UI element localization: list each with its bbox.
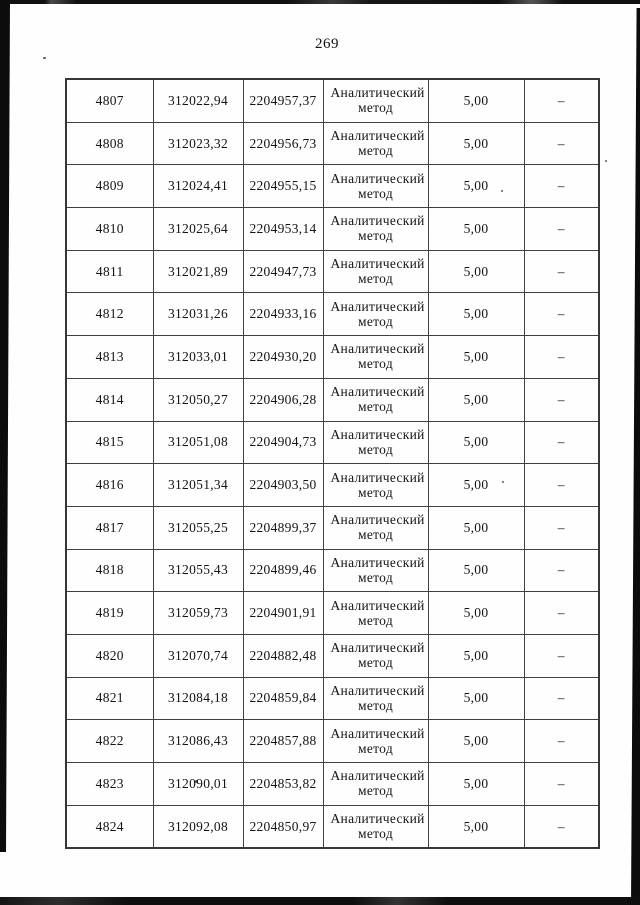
method-label: Аналитический метод	[330, 682, 425, 713]
coordinate-y-cell: 2204899,46	[243, 549, 323, 592]
point-id-cell: 4807	[66, 79, 153, 122]
note-cell: –	[524, 549, 599, 592]
method-cell	[323, 421, 428, 464]
scan-edge-right	[631, 8, 640, 905]
table-row	[66, 378, 599, 421]
point-id-cell: 4824	[66, 805, 153, 848]
note-cell: –	[524, 506, 599, 549]
method-cell	[323, 549, 428, 592]
method-label: Аналитический метод	[330, 426, 425, 457]
table-row	[66, 506, 599, 549]
note-cell: –	[524, 336, 599, 379]
method-label: Аналитический метод	[330, 213, 425, 244]
method-label: Аналитический метод	[330, 554, 425, 585]
table-row	[66, 763, 599, 806]
method-label: Аналитический метод	[330, 341, 425, 372]
coordinate-x-cell: 312090,01	[153, 763, 243, 806]
note-cell: –	[524, 763, 599, 806]
method-cell	[323, 763, 428, 806]
table-row	[66, 720, 599, 763]
point-id-cell: 4815	[66, 421, 153, 464]
method-cell	[323, 293, 428, 336]
method-cell	[323, 805, 428, 848]
accuracy-cell: 5,00	[428, 79, 524, 122]
method-label: Аналитический метод	[330, 256, 425, 287]
coordinate-x-cell: 312055,25	[153, 506, 243, 549]
scan-speck	[605, 160, 607, 162]
accuracy-cell: 5,00	[428, 250, 524, 293]
method-cell	[323, 464, 428, 507]
method-cell	[323, 208, 428, 251]
table-row	[66, 464, 599, 507]
note-cell: –	[524, 250, 599, 293]
method-label: Аналитический метод	[330, 85, 425, 116]
accuracy-cell: 5,00	[428, 293, 524, 336]
coordinate-y-cell: 2204955,15	[243, 165, 323, 208]
coordinates-table-body	[66, 79, 599, 848]
accuracy-cell: 5,00	[428, 165, 524, 208]
note-cell: –	[524, 634, 599, 677]
coordinate-y-cell: 2204899,37	[243, 506, 323, 549]
note-cell: –	[524, 805, 599, 848]
point-id-cell: 4823	[66, 763, 153, 806]
coordinate-x-cell: 312070,74	[153, 634, 243, 677]
coordinate-y-cell: 2204956,73	[243, 122, 323, 165]
coordinate-x-cell: 312051,08	[153, 421, 243, 464]
method-label: Аналитический метод	[330, 128, 425, 159]
note-cell: –	[524, 165, 599, 208]
method-label: Аналитический метод	[330, 384, 425, 415]
table-row	[66, 293, 599, 336]
coordinate-x-cell: 312023,32	[153, 122, 243, 165]
method-label: Аналитический метод	[330, 512, 425, 543]
coordinate-x-cell: 312086,43	[153, 720, 243, 763]
coordinate-y-cell: 2204947,73	[243, 250, 323, 293]
table-row	[66, 677, 599, 720]
method-cell	[323, 378, 428, 421]
coordinate-y-cell: 2204857,88	[243, 720, 323, 763]
scan-speck	[43, 57, 46, 59]
coordinate-y-cell: 2204906,28	[243, 378, 323, 421]
accuracy-cell: 5,00	[428, 592, 524, 635]
point-id-cell: 4817	[66, 506, 153, 549]
table-row	[66, 122, 599, 165]
accuracy-cell: 5,00	[428, 549, 524, 592]
coordinate-y-cell: 2204901,91	[243, 592, 323, 635]
method-cell	[323, 720, 428, 763]
note-cell: –	[524, 79, 599, 122]
scan-edge-top	[0, 0, 640, 4]
coordinate-x-cell: 312033,01	[153, 336, 243, 379]
method-cell	[323, 506, 428, 549]
table-row	[66, 208, 599, 251]
point-id-cell: 4813	[66, 336, 153, 379]
coordinate-y-cell: 2204853,82	[243, 763, 323, 806]
coordinate-x-cell: 312092,08	[153, 805, 243, 848]
method-label: Аналитический метод	[330, 640, 425, 671]
table-row	[66, 592, 599, 635]
coordinate-y-cell: 2204859,84	[243, 677, 323, 720]
method-label: Аналитический метод	[330, 597, 425, 628]
method-label: Аналитический метод	[330, 298, 425, 329]
table-row	[66, 79, 599, 122]
coordinate-x-cell: 312022,94	[153, 79, 243, 122]
coordinate-y-cell: 2204933,16	[243, 293, 323, 336]
coordinate-y-cell: 2204903,50	[243, 464, 323, 507]
page-number: 269	[315, 36, 339, 52]
note-cell: –	[524, 677, 599, 720]
accuracy-cell: 5,00	[428, 720, 524, 763]
point-id-cell: 4808	[66, 122, 153, 165]
accuracy-cell: 5,00	[428, 677, 524, 720]
note-cell: –	[524, 293, 599, 336]
coordinate-y-cell: 2204930,20	[243, 336, 323, 379]
point-id-cell: 4816	[66, 464, 153, 507]
point-id-cell: 4820	[66, 634, 153, 677]
coordinate-x-cell: 312050,27	[153, 378, 243, 421]
table-row	[66, 634, 599, 677]
coordinate-x-cell: 312025,64	[153, 208, 243, 251]
point-id-cell: 4821	[66, 677, 153, 720]
coordinate-x-cell: 312051,34	[153, 464, 243, 507]
table-row	[66, 336, 599, 379]
accuracy-cell: 5,00	[428, 763, 524, 806]
coordinate-y-cell: 2204904,73	[243, 421, 323, 464]
note-cell: –	[524, 464, 599, 507]
table-row	[66, 250, 599, 293]
coordinate-x-cell: 312059,73	[153, 592, 243, 635]
coordinate-x-cell: 312021,89	[153, 250, 243, 293]
point-id-cell: 4812	[66, 293, 153, 336]
method-label: Аналитический метод	[330, 170, 425, 201]
coordinate-y-cell: 2204850,97	[243, 805, 323, 848]
method-label: Аналитический метод	[330, 768, 425, 799]
note-cell: –	[524, 208, 599, 251]
accuracy-cell: 5,00	[428, 122, 524, 165]
coordinate-x-cell: 312031,26	[153, 293, 243, 336]
scan-edge-left	[0, 0, 10, 852]
coordinate-y-cell: 2204953,14	[243, 208, 323, 251]
note-cell: –	[524, 122, 599, 165]
point-id-cell: 4822	[66, 720, 153, 763]
note-cell: –	[524, 720, 599, 763]
accuracy-cell: 5,00	[428, 634, 524, 677]
point-id-cell: 4810	[66, 208, 153, 251]
coordinate-x-cell: 312024,41	[153, 165, 243, 208]
method-cell	[323, 634, 428, 677]
accuracy-cell: 5,00	[428, 208, 524, 251]
method-cell	[323, 677, 428, 720]
note-cell: –	[524, 378, 599, 421]
method-label: Аналитический метод	[330, 469, 425, 500]
note-cell: –	[524, 592, 599, 635]
method-cell	[323, 592, 428, 635]
accuracy-cell: 5,00	[428, 805, 524, 848]
method-label: Аналитический метод	[330, 811, 425, 842]
note-cell: –	[524, 421, 599, 464]
point-id-cell: 4818	[66, 549, 153, 592]
method-cell	[323, 122, 428, 165]
accuracy-cell: 5,00	[428, 464, 524, 507]
coordinate-y-cell: 2204957,37	[243, 79, 323, 122]
method-label: Аналитический метод	[330, 725, 425, 756]
point-id-cell: 4819	[66, 592, 153, 635]
table-row	[66, 421, 599, 464]
table-row	[66, 805, 599, 848]
table-row	[66, 549, 599, 592]
point-id-cell: 4811	[66, 250, 153, 293]
coordinate-x-cell: 312084,18	[153, 677, 243, 720]
coordinate-y-cell: 2204882,48	[243, 634, 323, 677]
method-cell	[323, 165, 428, 208]
method-cell	[323, 250, 428, 293]
scan-edge-bottom	[0, 897, 640, 905]
point-id-cell: 4814	[66, 378, 153, 421]
method-cell	[323, 336, 428, 379]
accuracy-cell: 5,00	[428, 421, 524, 464]
table-row	[66, 165, 599, 208]
coordinates-table	[65, 78, 600, 849]
point-id-cell: 4809	[66, 165, 153, 208]
accuracy-cell: 5,00	[428, 378, 524, 421]
method-cell	[323, 79, 428, 122]
coordinate-x-cell: 312055,43	[153, 549, 243, 592]
accuracy-cell: 5,00	[428, 506, 524, 549]
accuracy-cell: 5,00	[428, 336, 524, 379]
